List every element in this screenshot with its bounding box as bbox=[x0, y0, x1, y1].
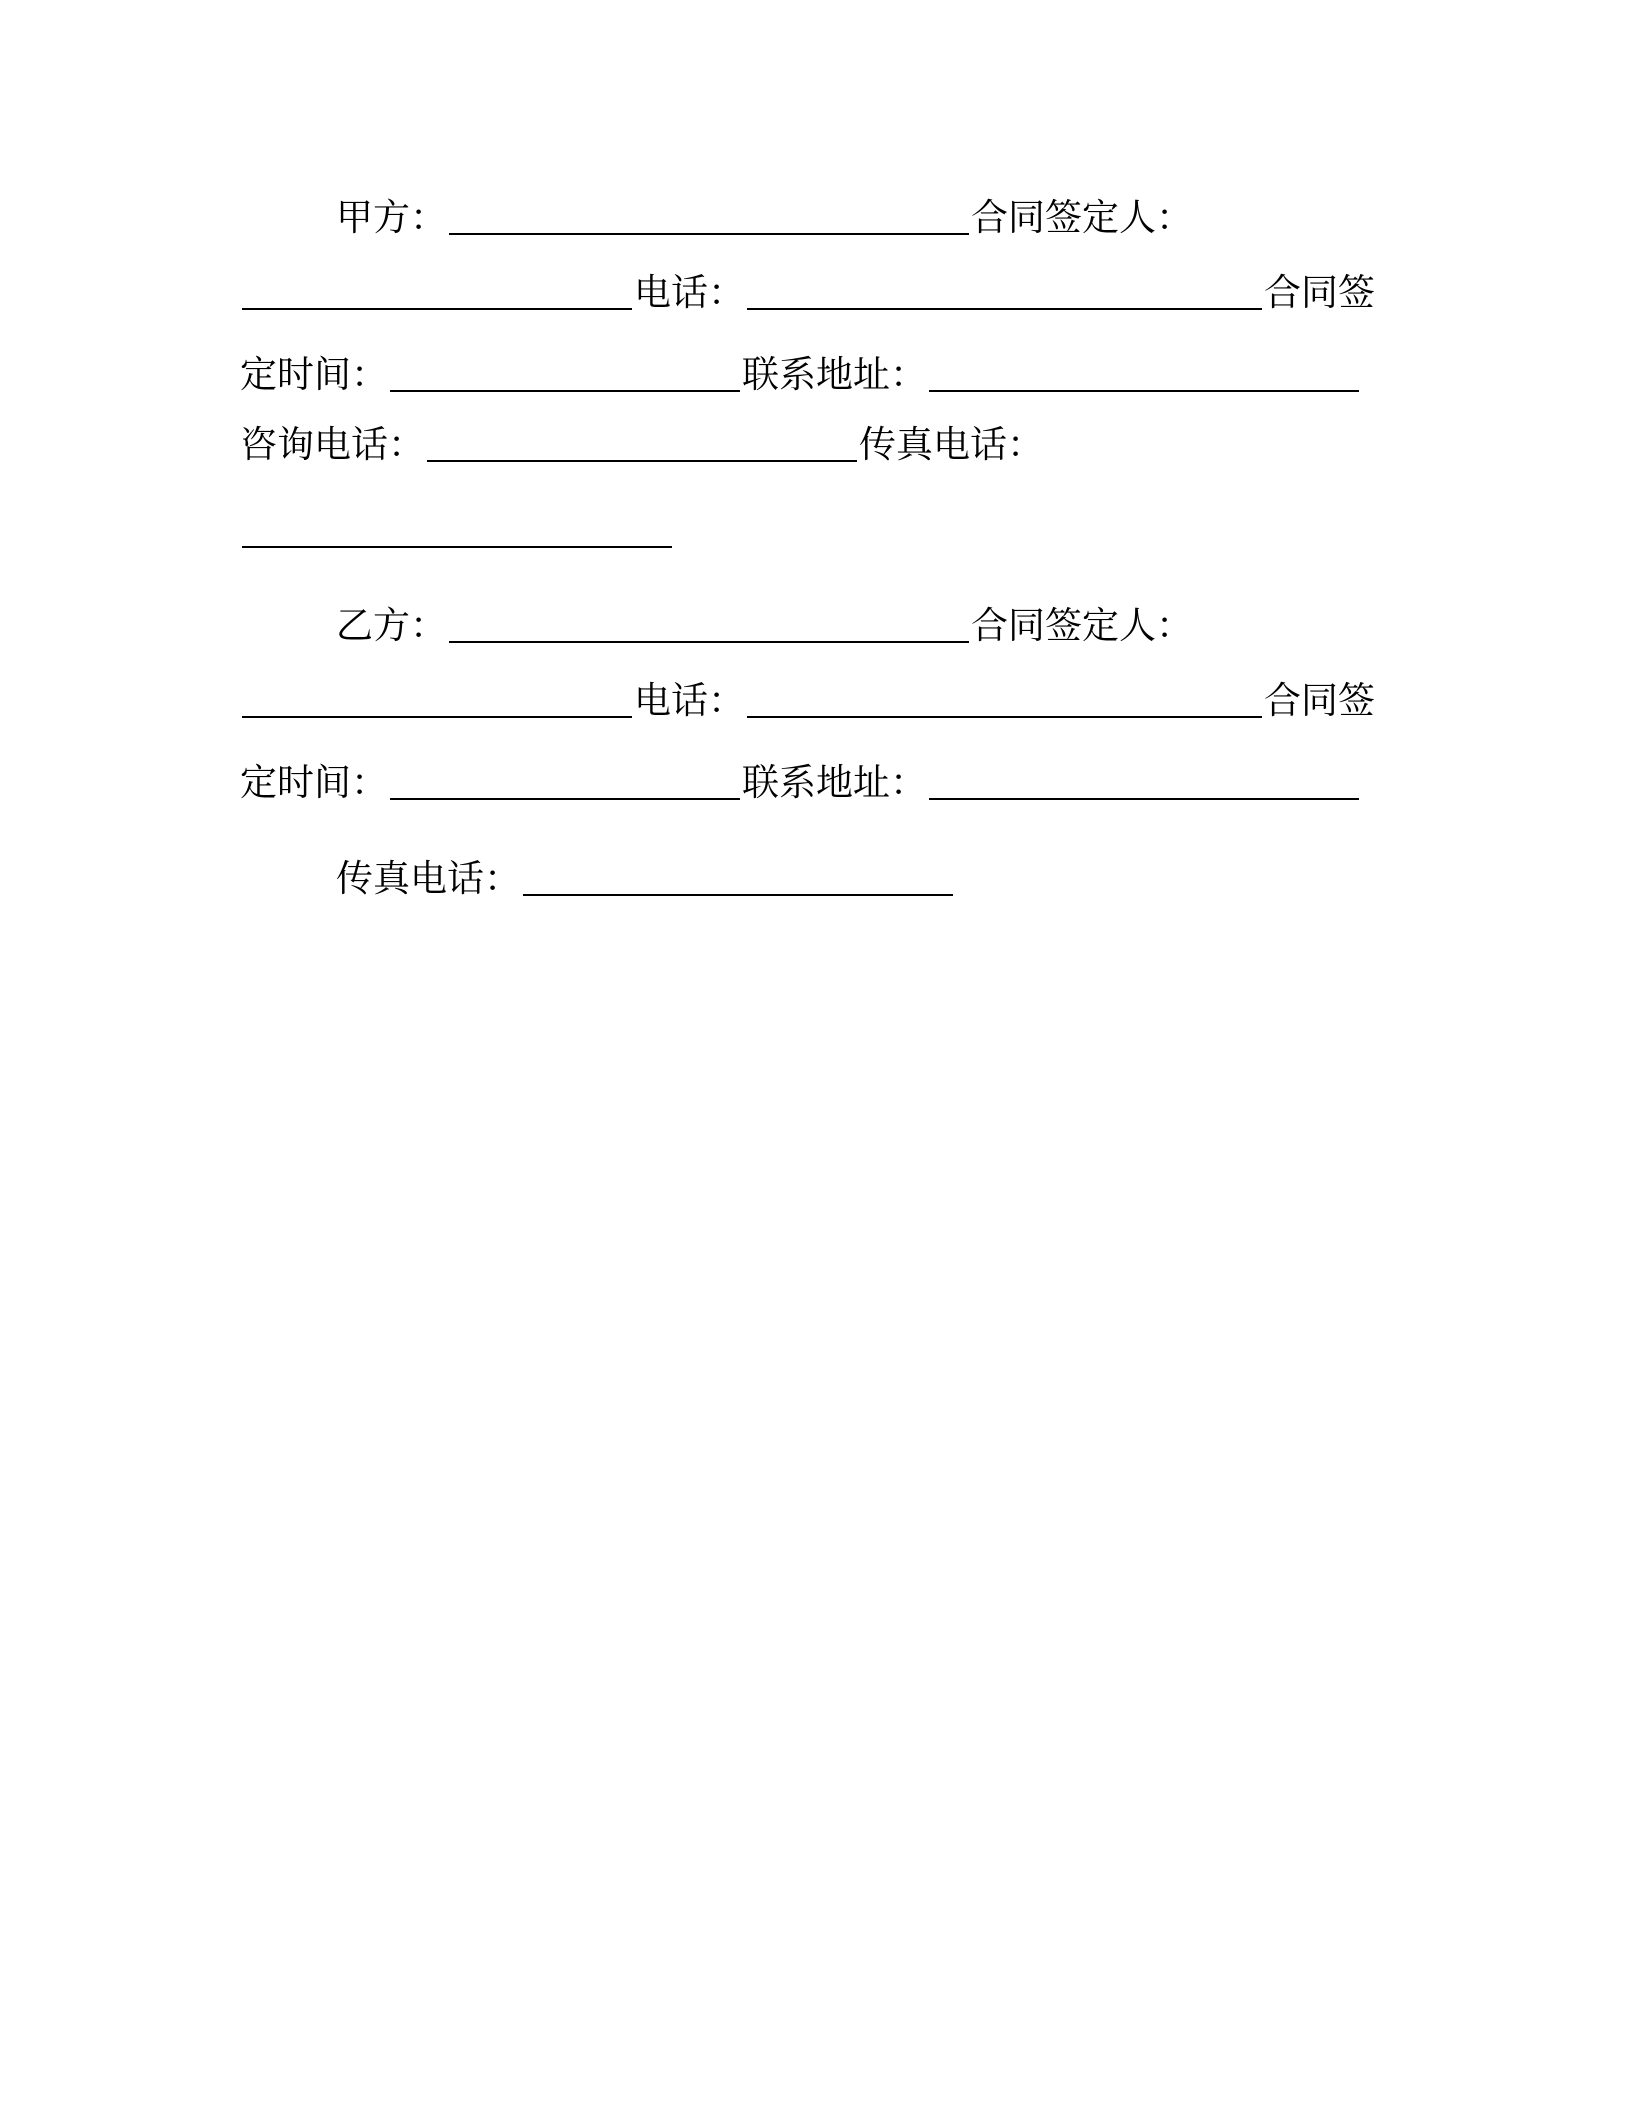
party-b-signer-blank[interactable] bbox=[242, 682, 632, 718]
party-b-line-1 bbox=[336, 603, 1496, 649]
party-b-phone-label: 电话： bbox=[634, 679, 745, 722]
party-b-address-blank[interactable] bbox=[929, 764, 1359, 800]
party-a-consult-phone-blank[interactable] bbox=[427, 426, 857, 462]
party-b-line-2 bbox=[240, 678, 1400, 724]
party-a-address-blank[interactable] bbox=[929, 356, 1359, 392]
party-b-line-3 bbox=[240, 760, 1400, 806]
party-a-phone-label: 电话： bbox=[634, 271, 745, 314]
party-a-label: 甲方： bbox=[336, 196, 447, 239]
party-b-label: 乙方： bbox=[336, 604, 447, 647]
party-b-signer-label: 合同签定人： bbox=[971, 604, 1193, 647]
party-a-consult-phone-label: 咨询电话： bbox=[240, 423, 425, 466]
party-a-address-label: 联系地址： bbox=[742, 353, 927, 396]
party-b-sign-date-label-part1: 合同签 bbox=[1264, 679, 1375, 722]
party-a-sign-date-label-part2: 定时间： bbox=[240, 353, 388, 396]
party-a-fax-blank[interactable] bbox=[242, 512, 672, 548]
party-a-line-3 bbox=[240, 352, 1400, 398]
party-a-line-5 bbox=[240, 508, 1400, 554]
party-a-phone-blank[interactable] bbox=[747, 274, 1262, 310]
party-b-phone-blank[interactable] bbox=[747, 682, 1262, 718]
party-b-address-label: 联系地址： bbox=[742, 761, 927, 804]
party-a-line-2 bbox=[240, 270, 1400, 316]
party-a-signer-blank[interactable] bbox=[242, 274, 632, 310]
party-a-signer-label: 合同签定人： bbox=[971, 196, 1193, 239]
party-a-fax-label: 传真电话： bbox=[859, 423, 1044, 466]
party-b-line-4 bbox=[336, 856, 1496, 902]
party-a-line-4 bbox=[240, 422, 1400, 468]
party-b-name-blank[interactable] bbox=[449, 607, 969, 643]
party-b-sign-date-blank[interactable] bbox=[390, 764, 740, 800]
party-b-sign-date-label-part2: 定时间： bbox=[240, 761, 388, 804]
party-a-line-1 bbox=[336, 195, 1496, 241]
party-a-sign-date-blank[interactable] bbox=[390, 356, 740, 392]
party-a-sign-date-label-part1: 合同签 bbox=[1264, 271, 1375, 314]
party-b-fax-label: 传真电话： bbox=[336, 857, 521, 900]
party-b-fax-blank[interactable] bbox=[523, 860, 953, 896]
party-a-name-blank[interactable] bbox=[449, 199, 969, 235]
